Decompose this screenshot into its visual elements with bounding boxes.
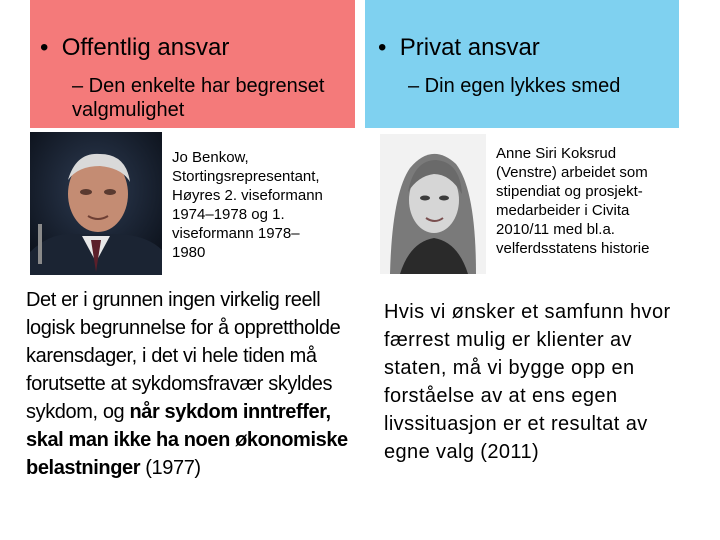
caption-line: 1974–1978 og 1. [172,206,285,223]
caption-line: medarbeider i Civita [496,202,630,219]
left-heading-text: Offentlig ansvar [61,34,230,61]
private-responsibility-panel [365,0,679,128]
caption-line: Stortingsrepresentant, [172,168,320,185]
caption-line: velferdsstatens historie [496,240,650,257]
caption-line: viseformann 1978– [172,225,300,242]
jo-benkow-photo [30,132,162,275]
anne-siri-koksrud-photo [380,134,486,274]
koksrud-quote: Hvis vi ønsker et samfunn hvor færrest mulig er klienter av staten, må vi bygge opp en forståelse av at ens egen livssituasjon er et resultat av egne valg (2011) [384,301,671,463]
right-heading-text: Privat ansvar [399,34,540,61]
caption-line: (Venstre) arbeidet som [496,164,648,181]
caption-line: Jo Benkow, [172,149,249,166]
right-subpoint: – Din egen lykkes smed [408,75,621,97]
caption-line: 1980 [172,244,206,261]
quote-emphasis: når sykdom inntreffer, skal man ikke ha noen økonomiske belastninger [26,401,348,479]
right-person-caption [496,144,686,258]
benkow-quote [26,286,366,482]
caption-line: 2010/11 med bl.a. [496,221,615,238]
right-heading [378,34,540,62]
caption-line: Anne Siri Koksrud [496,145,617,162]
left-heading [40,34,229,62]
caption-line: stipendiat og prosjekt- [496,183,643,200]
quote-year: (1977) [140,457,201,479]
caption-line: Høyres 2. viseformann [172,187,323,204]
left-subpoint: – Den enkelte har begrenset valgmulighet [72,75,325,121]
bullet-dot: • [378,34,387,61]
bullet-dot: • [40,34,49,61]
quote-text: Det er i grunnen ingen virkelig reell logisk begrunnelse for å opprettholde karensdager, i det vi hele tiden må forutsette at sykdomsfravær skyldes sykdom, og [26,289,341,423]
left-person-caption [172,148,357,262]
